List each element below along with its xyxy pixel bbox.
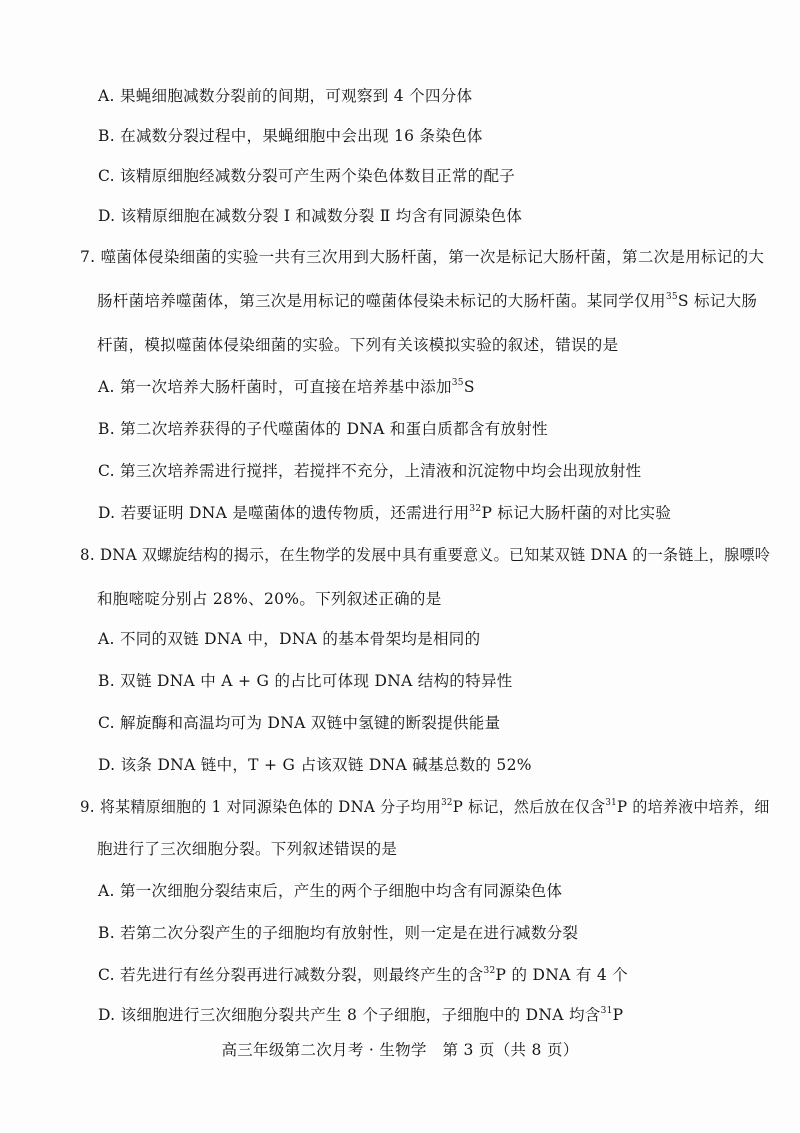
- q9-line1-isotope-1: 32: [441, 797, 453, 808]
- q8-stem-line-2: 和胞嘧啶分别占 28%、20%。下列叙述正确的是: [97, 590, 442, 608]
- q6-option-d: D. 该精原细胞在减数分裂 Ⅰ 和减数分裂 Ⅱ 均含有同源染色体: [98, 207, 523, 225]
- q6-option-c: C. 该精原细胞经减数分裂可产生两个染色体数目正常的配子: [98, 167, 516, 185]
- q9-option-b: B. 若第二次分裂产生的子细胞均有放射性，则一定是在进行减数分裂: [98, 924, 579, 942]
- q8-option-b: B. 双链 DNA 中 A + G 的占比可体现 DNA 结构的特异性: [98, 672, 513, 690]
- q9-option-c-text: C. 若先进行有丝分裂再进行减数分裂，则最终产生的含: [98, 966, 484, 984]
- q9-option-c-text-end: P 的 DNA 有 4 个: [495, 966, 629, 984]
- q7-option-a-text-end: S: [463, 378, 475, 396]
- q9-line1-text-end: P 的培养液中培养，细: [616, 798, 770, 816]
- q9-option-d-text: D. 该细胞进行三次细胞分裂共产生 8 个子细胞，子细胞中的 DNA 均含: [98, 1006, 601, 1024]
- q9-stem-line-1: [80, 797, 770, 817]
- q8-stem-line-1: 8. DNA 双螺旋结构的揭示，在生物学的发展中具有重要意义。已知某双链 DNA 的一条链上，腺嘌呤: [80, 546, 771, 564]
- q9-option-d: [98, 1005, 623, 1025]
- page-footer: 高三年级第二次月考 · 生物学 第 3 页（共 8 页）: [221, 1041, 579, 1059]
- q6-option-a: A. 果蝇细胞减数分裂前的间期，可观察到 4 个四分体: [98, 87, 473, 105]
- q7-option-d-isotope: 32: [469, 503, 482, 514]
- q7-line2-text: 肠杆菌培养噬菌体，第三次是用标记的噬菌体侵染未标记的大肠杆菌。某同学仅用: [97, 292, 666, 310]
- q9-option-a: A. 第一次细胞分裂结束后，产生的两个子细胞中均含有同源染色体: [98, 882, 563, 900]
- q9-option-d-isotope: 31: [600, 1005, 613, 1016]
- q7-line2-isotope: 35: [665, 291, 678, 302]
- q9-option-c: [98, 965, 628, 985]
- q7-line2-text-end: S 标记大肠: [677, 292, 758, 310]
- q8-option-c: C. 解旋酶和高温均可为 DNA 双链中氢键的断裂提供能量: [98, 714, 501, 732]
- q9-line1-text-mid: P 标记，然后放在仅含: [452, 798, 606, 816]
- q7-option-a-text: A. 第一次培养大肠杆菌时，可直接在培养基中添加: [98, 378, 452, 396]
- q7-option-d-text: D. 若要证明 DNA 是噬菌体的遗传物质，还需进行用: [98, 504, 470, 522]
- q9-option-c-isotope: 32: [483, 965, 496, 976]
- q7-option-c: C. 第三次培养需进行搅拌，若搅拌不充分，上清液和沉淀物中均会出现放射性: [98, 462, 642, 480]
- q8-option-a: A. 不同的双链 DNA 中，DNA 的基本骨架均是相同的: [98, 630, 481, 648]
- q7-stem-line-2: [97, 291, 757, 311]
- q7-stem-line-3: 杆菌，模拟噬菌体侵染细菌的实验。下列有关该模拟实验的叙述，错误的是: [97, 336, 619, 354]
- q7-option-a-isotope: 35: [451, 377, 464, 388]
- q9-option-d-text-end: P: [612, 1006, 624, 1024]
- q7-stem-line-1: 7. 噬菌体侵染细菌的实验一共有三次用到大肠杆菌，第一次是标记大肠杆菌，第二次是用标记的大: [80, 248, 765, 266]
- q7-option-d: [98, 503, 671, 523]
- q9-line1-text: 9. 将某精原细胞的 1 对同源染色体的 DNA 分子均用: [80, 798, 442, 816]
- q7-option-b: B. 第二次培养获得的子代噬菌体的 DNA 和蛋白质都含有放射性: [98, 420, 548, 438]
- q6-option-b: B. 在减数分裂过程中，果蝇细胞中会出现 16 条染色体: [98, 127, 483, 145]
- q9-line1-isotope-2: 31: [605, 797, 617, 808]
- q8-option-d: D. 该条 DNA 链中，T + G 占该双链 DNA 碱基总数的 52%: [98, 756, 532, 774]
- q9-stem-line-2: 胞进行了三次细胞分裂。下列叙述错误的是: [97, 840, 398, 858]
- q7-option-a: [98, 377, 475, 397]
- q7-option-d-text-end: P 标记大肠杆菌的对比实验: [481, 504, 672, 522]
